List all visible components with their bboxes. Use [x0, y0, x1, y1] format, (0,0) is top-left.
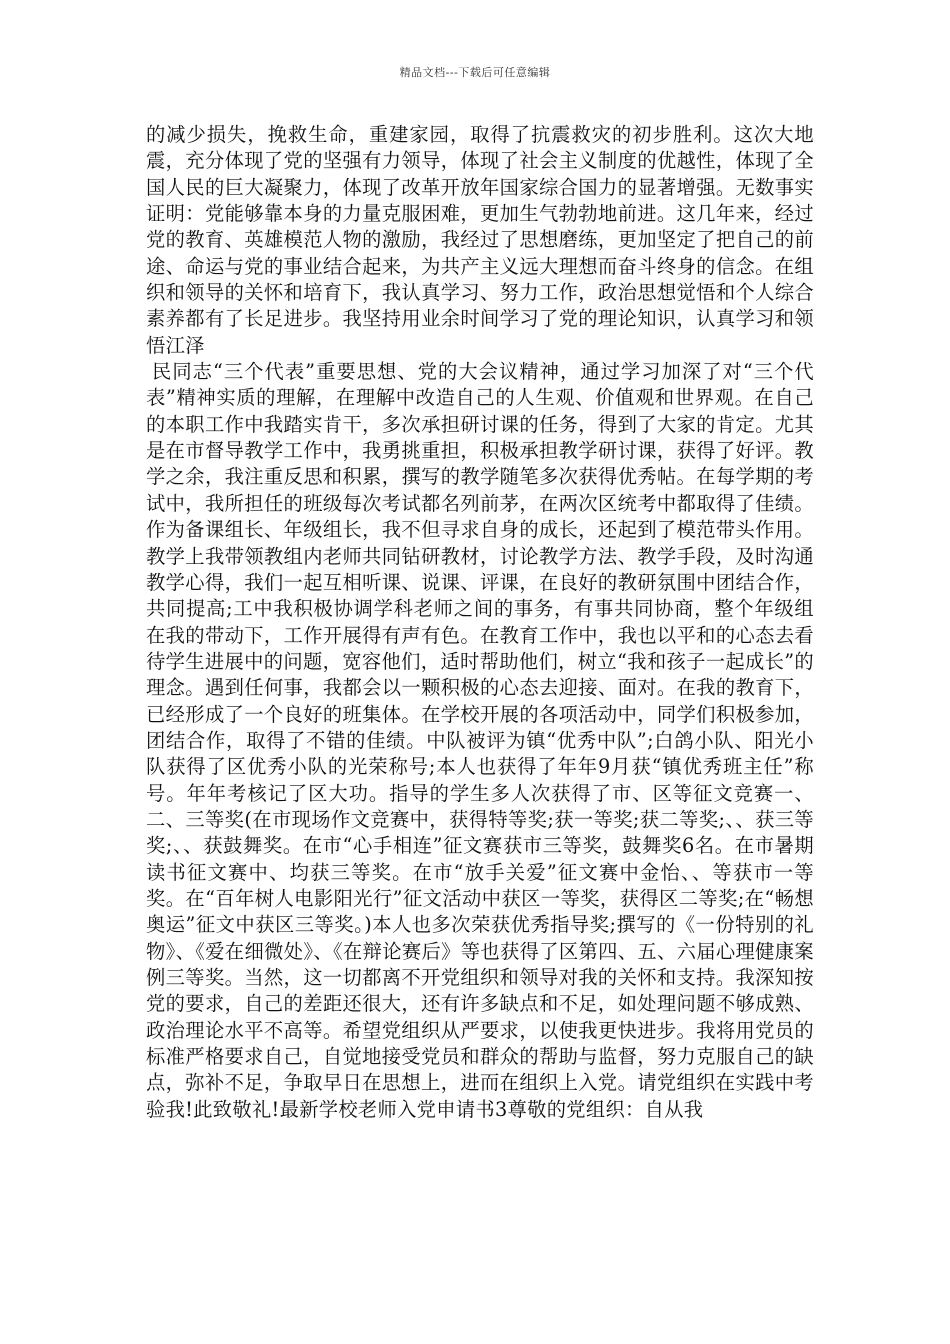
paragraph-1: 的减少损失，挽救生命，重建家园，取得了抗震救灾的初步胜利。这次大地震，充分体现了党的坚强有力领导，体现了社会主义制度的优越性，体现了全国人民的巨大凝聚力，体现了改革开放年国家综合国力的显著增强。无数事实证明：党能够靠本身的力量克服困难，更加生气勃勃地前进。这几年来，经过党的教育、英雄模范人物的激励，我经过了思想磨练，更加坚定了把自己的前途、命运与党的事业结合起来，为共产主义远大理想而奋斗终身的信念。在组织和领导的关怀和培育下，我认真学习、努力工作，政治思想觉悟和个人综合素养都有了长足进步。我坚持用业余时间学习了党的理论知识，认真学习和领悟江泽 [146, 123, 814, 357]
page-header: 精品文档---下载后可任意编辑 [399, 66, 551, 79]
document-body [146, 122, 814, 1123]
paragraph-2: 民同志“三个代表”重要思想、党的大会议精神，通过学习加深了对“三个代表”精神实质的理解，在理解中改造自己的人生观、价值观和世界观。在自己的本职工作中我踏实肯干，多次承担研讨课的任务，得到了大家的肯定。尤其是在市督导教学工作中，我勇挑重担，积极承担教学研讨课，获得了好评。教学之余，我注重反思和积累，撰写的教学随笔多次获得优秀帖。在每学期的考试中，我所担任的班级每次考试都名列前茅，在两次区统考中都取得了佳绩。作为备课组长、年级组长，我不但寻求自身的成长，还起到了模范带头作用。教学上我带领教组内老师共同钻研教材，讨论教学方法、教学手段，及时沟通教学心得，我们一起互相听课、说课、评课，在良好的教研氛围中团结合作，共同提高;工中我积极协调学科老师之间的事务，有事共同协商，整个年级组在我的带动下，工作开展得有声有色。在教育工作中，我也以平和的心态去看待学生进展中的问题，宽容他们，适时帮助他们，树立“我和孩子一起成长”的理念。遇到任何事，我都会以一颗积极的心态去迎接、面对。在我的教育下，已经形成了一个良好的班集体。在学校开展的各项活动中，同学们积极参加，团结合作，取得了不错的佳绩。中队被评为镇“优秀中队”;白鸽小队、阳光小队获得了区优秀小队的光荣称号;本人也获得了年年9月获“镇优秀班主任”称号。年年考核记了区大功。指导的学生多人次获得了市、区等征文竞赛一、二、三等奖(在市现场作文竞赛中，获得特等奖;获一等奖;获二等奖;、、获三等奖;、、获鼓舞奖。在市“心手相连”征文赛获市三等奖，鼓舞奖6名。在市暑期读书征文赛中、均获三等奖。在市“放手关爱”征文赛中金怡、、等获市一等奖。在“百年树人电影阳光行”征文活动中获区一等奖，获得区二等奖;在“畅想奥运”征文中获区三等奖。)本人也多次荣获优秀指导奖;撰写的《一份特别的礼物》、《爱在细微处》、《在辩论赛后》等也获得了区第四、五、六届心理健康案例三等奖。当然，这一切都离不开党组织和领导对我的关怀和支持。我深知按党的要求，自己的差距还很大，还有许多缺点和不足，如处理问题不够成熟、政治理论水平不高等。希望党组织从严要求，以使我更快进步。我将用党员的标准严格要求自己，自觉地接受党员和群众的帮助与监督，努力克服自己的缺点，弥补不足，争取早日在思想上，进而在组织上入党。请党组织在实践中考验我!此致敬礼!最新学校老师入党申请书3尊敬的党组织：自从我 [146, 360, 814, 1121]
